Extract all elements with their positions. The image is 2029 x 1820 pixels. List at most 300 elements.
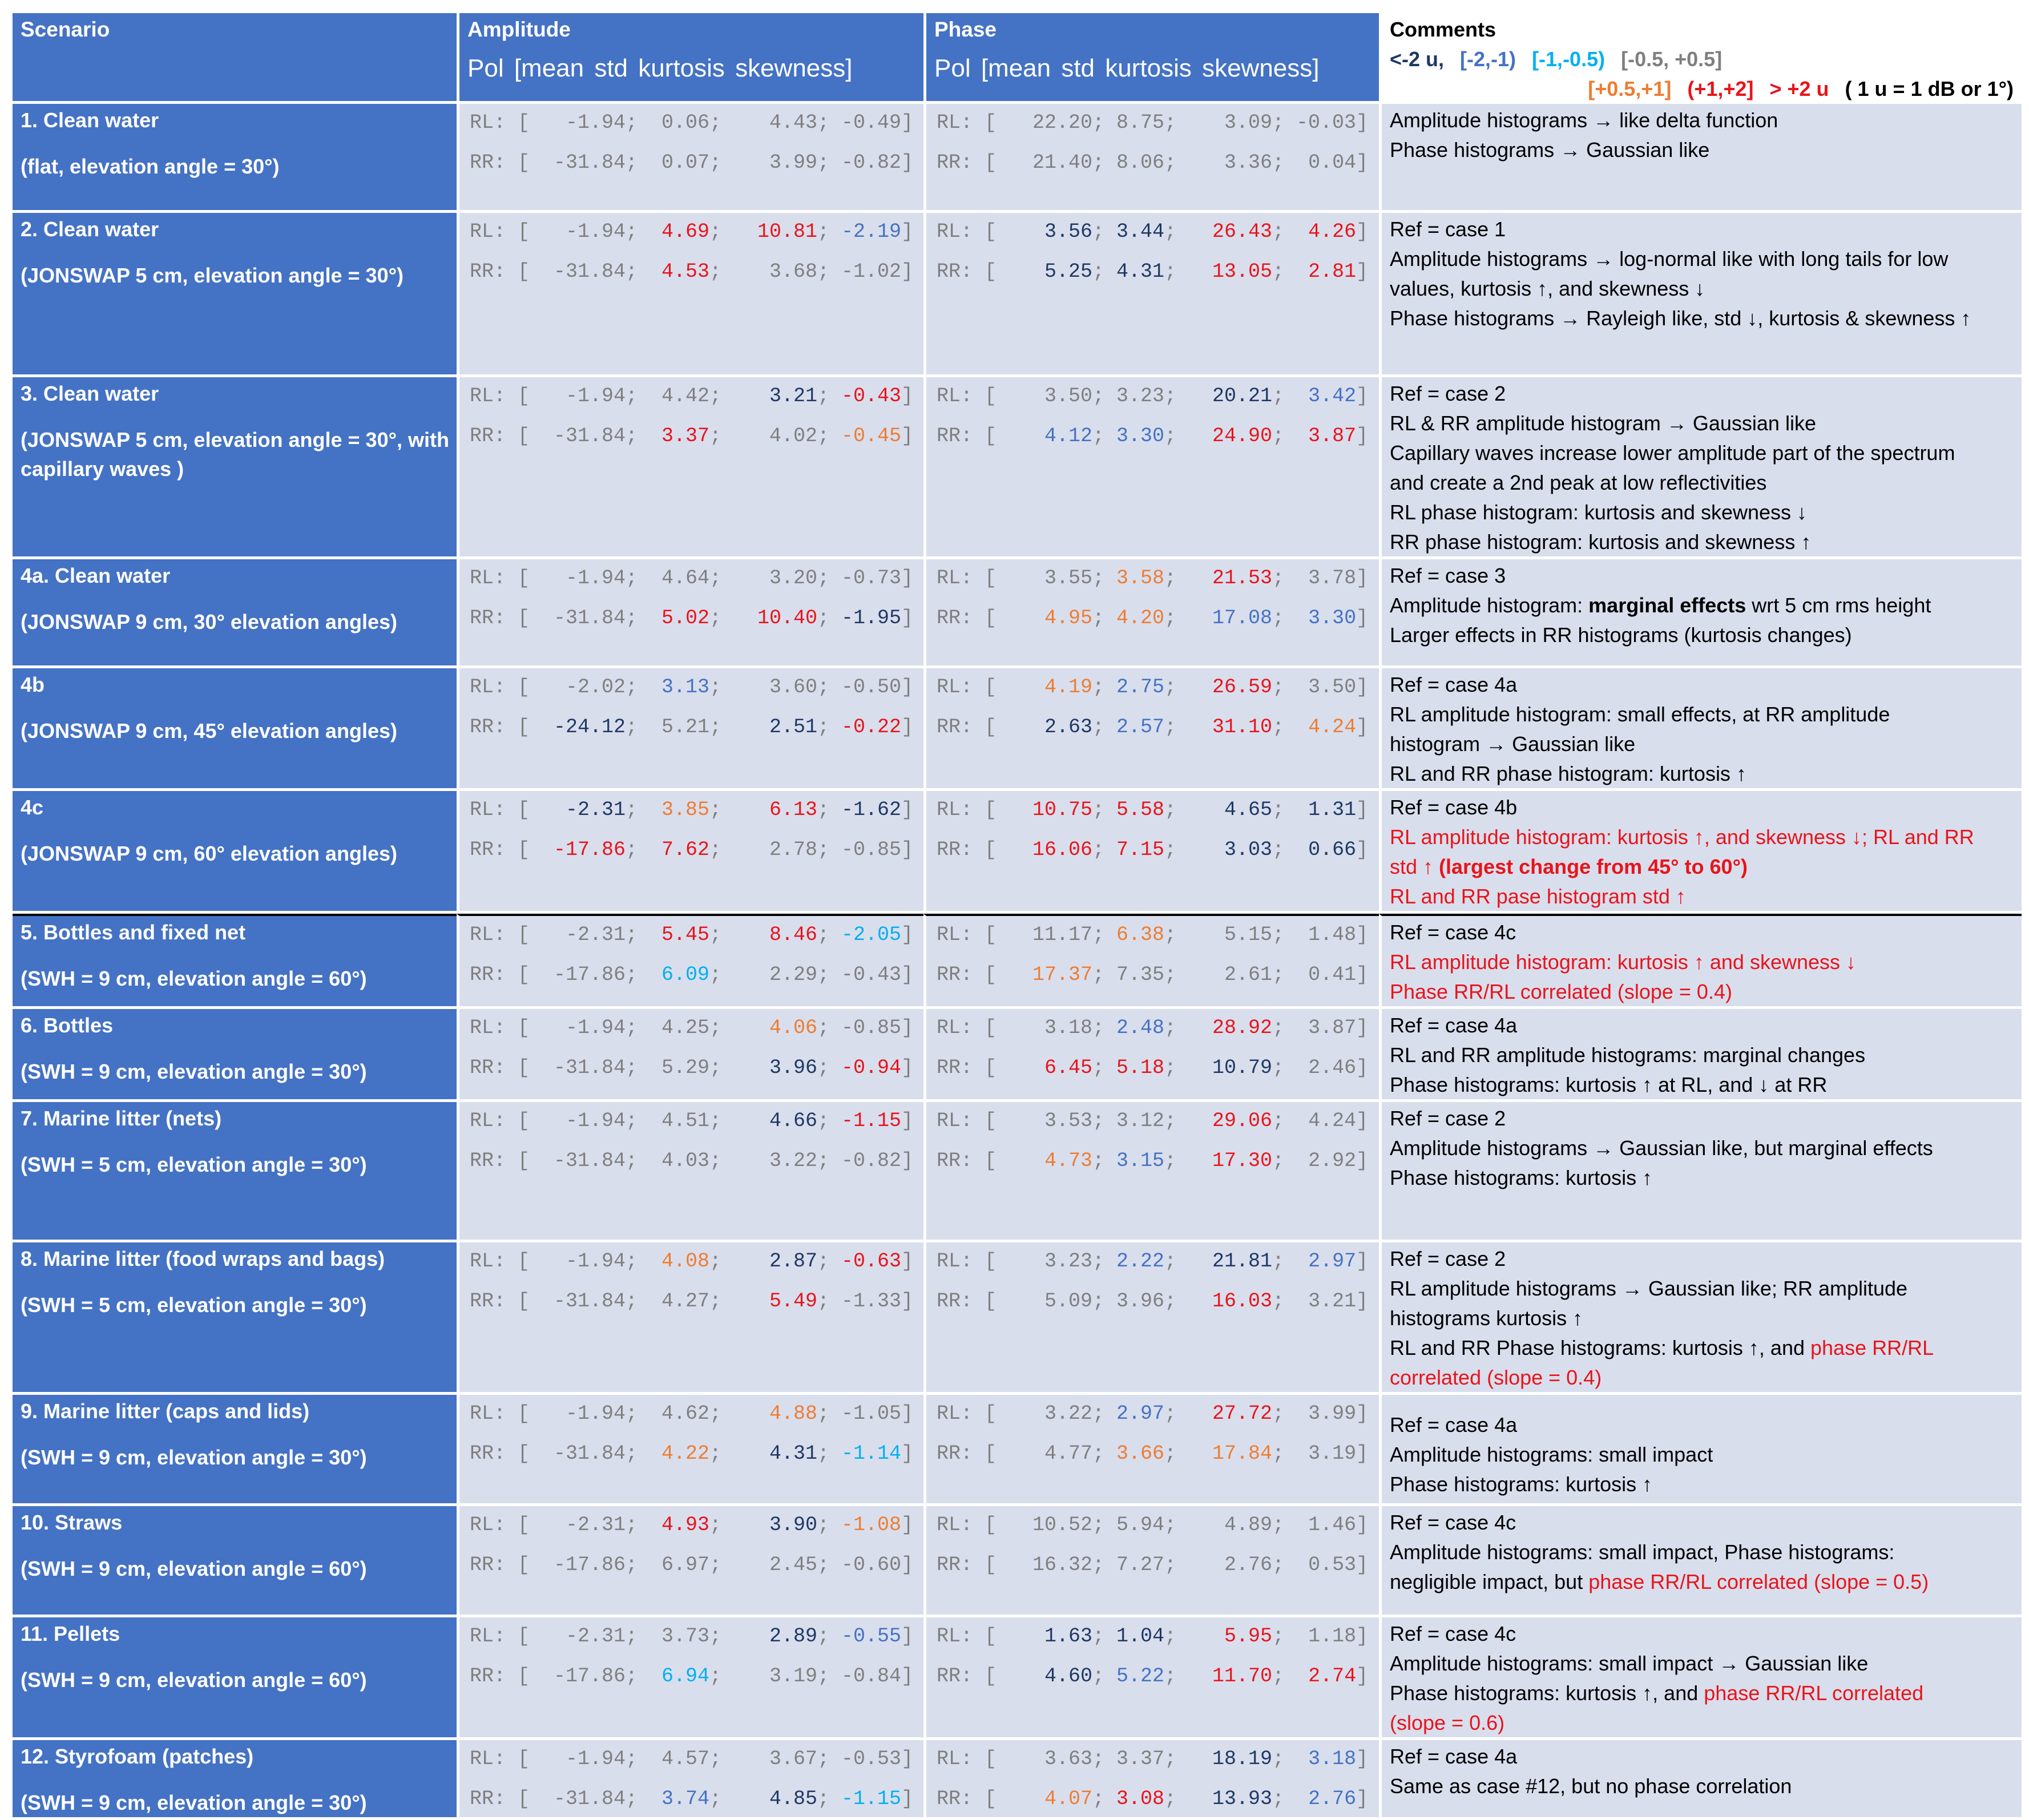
table-row <box>13 377 2022 556</box>
rr-values-line <box>459 1147 923 1176</box>
separator: ] <box>1356 111 1369 134</box>
separator: ; <box>1092 1748 1105 1770</box>
separator: ] <box>1356 1149 1369 1172</box>
scenario-condition: (SWH = 9 cm, elevation angle = 30°) <box>21 1791 367 1814</box>
separator: ; <box>1164 1250 1177 1273</box>
polarization-label: RL: [ <box>937 567 997 590</box>
separator: ; <box>626 923 638 946</box>
stat-value: -31.84 <box>554 1290 626 1313</box>
stat-value: 24.90 <box>1212 425 1273 447</box>
separator: ; <box>1164 1514 1177 1536</box>
header-phase-subtitle: Pol [mean std kurtosis skewness] <box>934 54 1320 82</box>
separator: ; <box>817 1290 830 1313</box>
comment-line <box>1382 1537 2022 1567</box>
comment-text: RL amplitude histograms → Gaussian like; RR amplitude <box>1390 1277 1908 1300</box>
polarization-label: RR: [ <box>937 425 997 447</box>
comment-line <box>1382 467 2022 497</box>
separator: ; <box>709 1149 722 1172</box>
rl-values-line <box>459 1511 923 1540</box>
separator: ] <box>1356 1442 1369 1465</box>
polarization-label: RL: [ <box>470 798 530 821</box>
scenario-title: 4b <box>21 673 45 696</box>
separator: ] <box>901 1250 914 1273</box>
header-amplitude-subtitle: Pol [mean std kurtosis skewness] <box>467 54 853 82</box>
stat-value: 4.25 <box>661 1016 710 1039</box>
separator: ; <box>626 1016 638 1039</box>
separator: ; <box>817 111 830 134</box>
polarization-label: RR: [ <box>470 425 530 447</box>
separator: ; <box>626 1402 638 1425</box>
separator: ; <box>1164 1787 1177 1810</box>
stat-value: 0.06 <box>661 111 710 134</box>
stat-value: -31.84 <box>554 1787 626 1810</box>
amplitude-cell <box>457 1242 923 1392</box>
separator: ; <box>1092 607 1105 629</box>
comment-line <box>1382 244 2022 273</box>
comment-line <box>1382 273 2022 303</box>
stat-value: -1.05 <box>841 1402 902 1425</box>
stat-value: 16.32 <box>1032 1553 1093 1576</box>
stat-value: 3.13 <box>661 676 710 699</box>
comment-line <box>1382 135 2022 164</box>
comments-cell <box>1379 1506 2022 1615</box>
comment-block <box>1382 213 2022 333</box>
polarization-label: RL: [ <box>937 1514 997 1536</box>
stat-value: 17.30 <box>1212 1149 1273 1172</box>
scenario-condition: (JONSWAP 5 cm, elevation angle = 30°, with capillary waves ) <box>21 428 449 481</box>
separator: ; <box>709 1442 722 1465</box>
rr-values-line <box>459 713 923 742</box>
stat-value: 4.89 <box>1224 1514 1273 1536</box>
stat-value: 0.66 <box>1308 838 1357 861</box>
stat-value: -1.94 <box>566 1109 626 1132</box>
separator: ; <box>709 1056 722 1079</box>
legend-item: [-2,-1) <box>1460 47 1516 71</box>
stat-value: 3.21 <box>769 385 818 407</box>
rr-values-line <box>459 1054 923 1083</box>
rl-values-line <box>459 1745 923 1774</box>
stat-value: 1.31 <box>1308 798 1357 821</box>
polarization-label: RR: [ <box>470 1442 530 1465</box>
phase-cell <box>923 791 1379 911</box>
scenario-condition: (SWH = 9 cm, elevation angle = 30°) <box>21 1446 367 1469</box>
separator: ; <box>626 1787 638 1810</box>
comment-text: histogram → Gaussian like <box>1390 732 1636 756</box>
amplitude-cell <box>457 1506 923 1615</box>
scenario-cell <box>13 1009 457 1099</box>
separator: ; <box>1092 963 1105 986</box>
scenario-title: 4c <box>21 796 44 819</box>
comment-text: correlated (slope = 0.4) <box>1390 1366 1602 1389</box>
comments-cell <box>1379 1009 2022 1099</box>
separator: ; <box>626 963 638 986</box>
separator: ; <box>626 1109 638 1132</box>
separator: ; <box>1272 1402 1285 1425</box>
separator: ; <box>626 1250 638 1273</box>
stat-value: 3.37 <box>661 425 710 447</box>
comment-text: Phase histograms: kurtosis ↑ <box>1390 1472 1653 1496</box>
separator: ] <box>1356 1056 1369 1079</box>
comment-line <box>1382 1273 2022 1303</box>
stat-value: 6.97 <box>661 1553 710 1576</box>
stat-value: 26.43 <box>1212 220 1273 243</box>
stat-value: 3.67 <box>769 1748 818 1770</box>
separator: ; <box>626 676 638 699</box>
comment-text: Ref = case 4c <box>1390 1511 1516 1534</box>
separator: ; <box>1164 716 1177 739</box>
separator: ] <box>901 1553 914 1576</box>
stat-value: 18.19 <box>1212 1748 1273 1770</box>
comment-line <box>1382 1303 2022 1333</box>
amplitude-cell <box>457 668 923 788</box>
separator: ; <box>1272 963 1285 986</box>
rr-values-line <box>926 1662 1379 1691</box>
separator: ; <box>1272 838 1285 861</box>
stat-value: 17.37 <box>1032 963 1093 986</box>
stat-value: 2.87 <box>769 1250 818 1273</box>
phase-cell <box>923 1617 1379 1737</box>
comment-text: histograms kurtosis ↑ <box>1390 1306 1583 1330</box>
stat-value: 2.48 <box>1116 1016 1165 1039</box>
comment-text: RR phase histogram: kurtosis and skewness ↑ <box>1390 530 1812 554</box>
separator: ; <box>709 260 722 283</box>
stat-value: 3.58 <box>1116 567 1165 590</box>
stat-value: -1.95 <box>841 607 902 629</box>
rr-values-line <box>926 1287 1379 1316</box>
table-row <box>13 1242 2022 1392</box>
header-comments <box>1379 13 2022 101</box>
separator: ] <box>901 567 914 590</box>
stat-value: 5.18 <box>1116 1056 1165 1079</box>
comment-line <box>1382 852 2022 881</box>
stat-value: 11.70 <box>1212 1665 1273 1688</box>
stat-value: -0.63 <box>841 1250 902 1273</box>
stat-value: 3.63 <box>1044 1748 1093 1770</box>
separator: ; <box>1272 385 1285 407</box>
stat-value: -0.55 <box>841 1625 902 1648</box>
scenario-cell <box>13 1395 457 1503</box>
separator: ; <box>626 1056 638 1079</box>
rr-values-line <box>926 961 1379 990</box>
stat-value: 1.04 <box>1116 1625 1165 1648</box>
header-scenario <box>13 13 457 101</box>
rr-values-line <box>926 1054 1379 1083</box>
rl-values-line <box>926 382 1379 411</box>
polarization-label: RL: [ <box>470 385 530 407</box>
separator: ] <box>1356 220 1369 243</box>
separator: ] <box>901 1056 914 1079</box>
stat-value: 7.62 <box>661 838 710 861</box>
scenario-cell <box>13 1242 457 1392</box>
rr-values-line <box>459 836 923 865</box>
separator: ; <box>1092 838 1105 861</box>
polarization-label: RR: [ <box>470 716 530 739</box>
comment-text: Ref = case 4c <box>1390 921 1516 944</box>
rl-values-line <box>926 1511 1379 1540</box>
separator: ; <box>709 567 722 590</box>
amplitude-cell <box>457 377 923 556</box>
stat-value: 3.73 <box>661 1625 710 1648</box>
stat-value: 4.31 <box>1116 260 1165 283</box>
separator: ; <box>1272 1109 1285 1132</box>
stat-value: 4.27 <box>661 1290 710 1313</box>
legend-item: ( 1 u = 1 dB or 1°) <box>1845 77 2014 100</box>
separator: ] <box>1356 1250 1369 1273</box>
separator: ] <box>1356 567 1369 590</box>
rr-values-line <box>459 1551 923 1580</box>
stat-value: 4.95 <box>1044 607 1093 629</box>
separator: ] <box>901 1290 914 1313</box>
polarization-label: RL: [ <box>937 1402 997 1425</box>
stat-value: 7.15 <box>1116 838 1165 861</box>
stat-value: -1.94 <box>566 111 626 134</box>
separator: ; <box>1272 1514 1285 1536</box>
comments-cell <box>1379 1102 2022 1240</box>
stat-value: 13.93 <box>1212 1787 1273 1810</box>
separator: ; <box>1164 567 1177 590</box>
stat-value: 2.46 <box>1308 1056 1357 1079</box>
phase-cell <box>923 213 1379 374</box>
stat-value: -1.15 <box>841 1787 902 1810</box>
polarization-label: RR: [ <box>937 716 997 739</box>
comment-line <box>1382 497 2022 527</box>
comment-text: Ref = case 2 <box>1390 1107 1506 1130</box>
stat-value: 17.08 <box>1212 607 1273 629</box>
stat-value: 3.23 <box>1116 385 1165 407</box>
separator: ; <box>626 111 638 134</box>
stat-value: -17.86 <box>554 1553 626 1576</box>
polarization-label: RR: [ <box>470 1149 530 1172</box>
separator: ; <box>817 1402 830 1425</box>
table-row <box>13 559 2022 665</box>
comment-block <box>1382 1395 2022 1499</box>
header-amplitude-title: Amplitude <box>467 18 571 41</box>
stat-value: 2.92 <box>1308 1149 1357 1172</box>
amplitude-cell <box>457 1740 923 1817</box>
phase-cell <box>923 377 1379 556</box>
separator: ; <box>1272 798 1285 821</box>
separator: ; <box>709 1514 722 1536</box>
separator: ] <box>1356 1016 1369 1039</box>
stat-value: -0.22 <box>841 716 902 739</box>
separator: ; <box>817 567 830 590</box>
header-scenario-title: Scenario <box>21 18 110 41</box>
stat-value: 0.53 <box>1308 1553 1357 1576</box>
separator: ; <box>1272 1056 1285 1079</box>
stat-value: 3.23 <box>1044 1250 1093 1273</box>
rr-values-line <box>926 836 1379 865</box>
phase-cell <box>923 914 1379 1006</box>
polarization-label: RL: [ <box>470 220 530 243</box>
stat-value: -1.15 <box>841 1109 902 1132</box>
comments-cell <box>1379 668 2022 788</box>
table-row <box>13 1009 2022 1099</box>
separator: ] <box>901 425 914 447</box>
separator: ] <box>1356 716 1369 739</box>
separator: ; <box>709 385 722 407</box>
comment-text: Capillary waves increase lower amplitude part of the spectrum <box>1390 441 1955 465</box>
separator: ; <box>1164 1109 1177 1132</box>
stat-value: -31.84 <box>554 425 626 447</box>
separator: ; <box>1092 1402 1105 1425</box>
header-row <box>13 13 2022 101</box>
separator: ; <box>1164 838 1177 861</box>
stat-value: 1.63 <box>1044 1625 1093 1648</box>
comment-line <box>1382 1040 2022 1070</box>
stat-value: 21.81 <box>1212 1250 1273 1273</box>
polarization-label: RR: [ <box>937 1290 997 1313</box>
comment-text: Ref = case 4b <box>1390 796 1518 819</box>
color-legend-line-1 <box>1382 42 2022 71</box>
stat-value: 5.22 <box>1116 1665 1165 1688</box>
polarization-label: RR: [ <box>470 1290 530 1313</box>
stat-value: 3.96 <box>769 1056 818 1079</box>
comment-text: Ref = case 4a <box>1390 1745 1518 1768</box>
separator: ] <box>1356 385 1369 407</box>
stat-value: 3.66 <box>1116 1442 1165 1465</box>
separator: ; <box>709 838 722 861</box>
rr-values-line <box>926 422 1379 451</box>
comment-line <box>1382 214 2022 244</box>
stat-value: -1.33 <box>841 1290 902 1313</box>
comment-text: Ref = case 1 <box>1390 217 1506 241</box>
stat-value: -2.19 <box>841 220 902 243</box>
stat-value: 5.95 <box>1224 1625 1273 1648</box>
rl-values-line <box>926 1622 1379 1651</box>
scenario-condition: (SWH = 9 cm, elevation angle = 60°) <box>21 1557 367 1580</box>
stat-value: 4.60 <box>1044 1665 1093 1688</box>
stat-value: 4.62 <box>661 1402 710 1425</box>
stat-value: -1.14 <box>841 1442 902 1465</box>
stat-value: 3.20 <box>769 567 818 590</box>
scenario-condition: (flat, elevation angle = 30°) <box>21 155 280 178</box>
stat-value: 3.36 <box>1224 151 1273 174</box>
stat-value: -0.84 <box>841 1665 902 1688</box>
scenario-condition: (JONSWAP 9 cm, 60° elevation angles) <box>21 842 397 865</box>
scenario-title: 6. Bottles <box>21 1014 114 1037</box>
stat-value: 4.26 <box>1308 220 1357 243</box>
rr-values-line <box>459 1662 923 1691</box>
comment-text: Same as case #12, but no phase correlation <box>1390 1774 1792 1798</box>
separator: ; <box>1272 1290 1285 1313</box>
separator: ] <box>901 716 914 739</box>
separator: ; <box>1272 1787 1285 1810</box>
comment-text: RL phase histogram: kurtosis and skewness ↓ <box>1390 501 1808 524</box>
stat-value: 4.08 <box>661 1250 710 1273</box>
amplitude-cell <box>457 213 923 374</box>
separator: ] <box>1356 425 1369 447</box>
stat-value: 10.81 <box>757 220 818 243</box>
stat-value: -0.82 <box>841 151 902 174</box>
rr-values-line <box>459 604 923 633</box>
stat-value: -31.84 <box>554 151 626 174</box>
stat-value: 5.94 <box>1116 1514 1165 1536</box>
separator: ; <box>1272 1665 1285 1688</box>
stat-value: 5.45 <box>661 923 710 946</box>
scenario-title: 9. Marine litter (caps and lids) <box>21 1399 310 1423</box>
comment-line <box>1382 976 2022 1006</box>
separator: ; <box>1092 1514 1105 1536</box>
separator: ] <box>901 607 914 629</box>
stat-value: 11.17 <box>1032 923 1093 946</box>
comment-block <box>1382 1617 2022 1737</box>
polarization-label: RL: [ <box>937 220 997 243</box>
separator: ] <box>901 1149 914 1172</box>
stat-value: -1.94 <box>566 220 626 243</box>
comment-line <box>1382 560 2022 590</box>
comment-line <box>1382 590 2022 620</box>
stat-value: -1.94 <box>566 1250 626 1273</box>
separator: ; <box>1164 676 1177 699</box>
polarization-label: RL: [ <box>937 676 997 699</box>
rr-values-line <box>926 1439 1379 1468</box>
comments-cell <box>1379 1242 2022 1392</box>
comment-block <box>1382 1009 2022 1099</box>
comment-text: (slope = 0.6) <box>1390 1711 1505 1734</box>
comment-line <box>1382 881 2022 911</box>
stat-value: 4.66 <box>769 1109 818 1132</box>
separator: ] <box>901 1402 914 1425</box>
polarization-label: RL: [ <box>470 1109 530 1132</box>
stat-value: 3.44 <box>1116 220 1165 243</box>
separator: ] <box>901 1625 914 1648</box>
rl-values-line <box>459 382 923 411</box>
separator: ] <box>901 151 914 174</box>
separator: ; <box>1164 1665 1177 1688</box>
separator: ; <box>817 716 830 739</box>
results-table <box>13 10 2022 1820</box>
comments-cell <box>1379 1617 2022 1737</box>
comment-block <box>1382 916 2022 1006</box>
separator: ; <box>626 1625 638 1648</box>
comment-line <box>1382 669 2022 699</box>
legend-item: [-0.5, +0.5] <box>1621 47 1723 71</box>
separator: ; <box>709 798 722 821</box>
comment-line <box>1382 1070 2022 1099</box>
phase-cell <box>923 1506 1379 1615</box>
comment-line <box>1382 527 2022 556</box>
stat-value: 3.53 <box>1044 1109 1093 1132</box>
stat-value: 8.46 <box>769 923 818 946</box>
stat-value: -1.94 <box>566 567 626 590</box>
separator: ; <box>1272 567 1285 590</box>
separator: ] <box>901 1016 914 1039</box>
separator: ; <box>626 1290 638 1313</box>
stat-value: 7.27 <box>1116 1553 1165 1576</box>
stat-value: 2.61 <box>1224 963 1273 986</box>
polarization-label: RL: [ <box>937 111 997 134</box>
color-legend-line-2 <box>1382 71 2022 101</box>
separator: ; <box>1092 716 1105 739</box>
separator: ; <box>817 607 830 629</box>
separator: ; <box>709 1402 722 1425</box>
separator: ; <box>817 1748 830 1770</box>
polarization-label: RR: [ <box>470 260 530 283</box>
rl-values-line <box>459 564 923 593</box>
separator: ; <box>709 1109 722 1132</box>
stat-value: 2.78 <box>769 838 818 861</box>
stat-value: 2.51 <box>769 716 818 739</box>
scenario-title: 3. Clean water <box>21 382 159 405</box>
separator: ; <box>1164 385 1177 407</box>
stat-value: 4.57 <box>661 1748 710 1770</box>
amplitude-cell <box>457 914 923 1006</box>
stat-value: 29.06 <box>1212 1109 1273 1132</box>
separator: ; <box>817 220 830 243</box>
stat-value: 4.77 <box>1044 1442 1093 1465</box>
stat-value: -0.94 <box>841 1056 902 1079</box>
comment-text: Ref = case 2 <box>1390 382 1506 405</box>
